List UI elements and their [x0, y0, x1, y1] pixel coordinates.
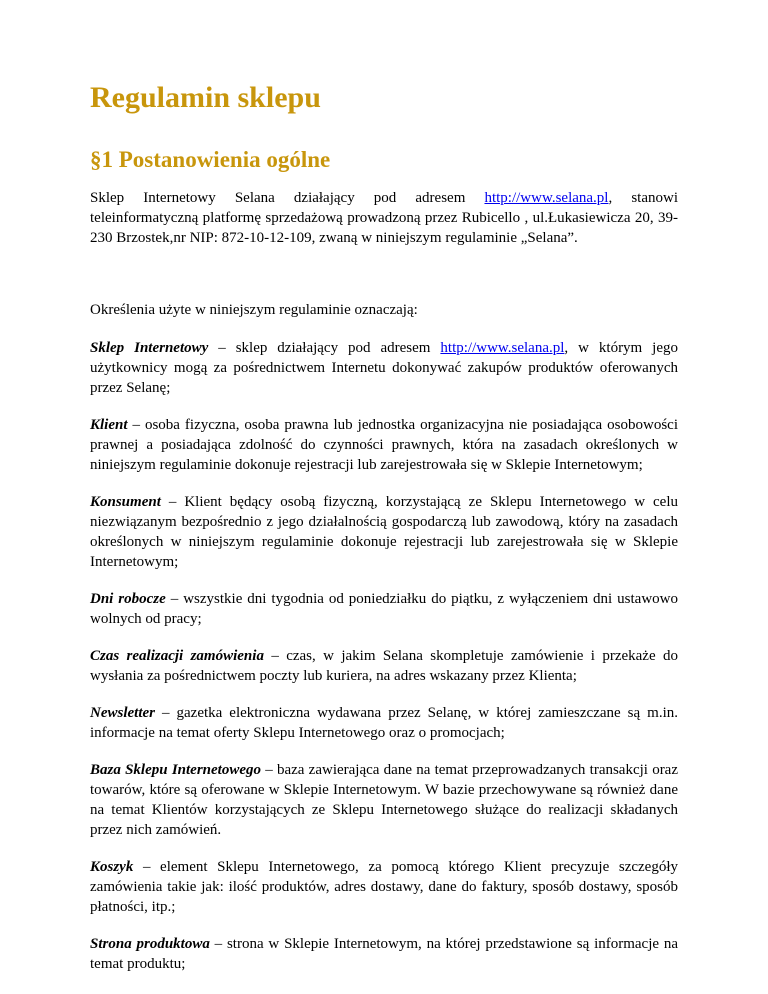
selana-link[interactable]: http://www.selana.pl — [484, 190, 609, 206]
definition-text: – osoba fizyczna, osoba prawna lub jednostka organizacyjna nie posiadająca osobowości prawnej a posiadająca zdolność do czynności prawnych, która na zasadach określonych w niniejszym regulaminie dokonuje rejestracji lub zarejestrowała się w Sklepie Internetowym; — [90, 417, 678, 473]
definition-baza-sklepu — [90, 760, 678, 840]
definition-newsletter — [90, 703, 678, 743]
document-title: Regulamin sklepu — [90, 81, 321, 114]
definition-term: Klient — [90, 417, 128, 433]
definition-text-after-link: , w którym jego użytkownicy mogą za pośrednictwem Internetu dokonywać zakupów produktów oferowanych przez Selanę; — [90, 340, 678, 396]
definition-term: Baza Sklepu Internetowego — [90, 762, 261, 778]
definition-text: – Klient będący osobą fizyczną, korzystającą ze Sklepu Internetowego w celu niezwiązanym bezpośrednio z jego działalnością gospodarczą lub zawodową, który na zasadach określonych w niniejszym regulaminie dokonuje rejestracji lub zarejestrowała się w Sklepie Internetowym; — [90, 494, 678, 570]
definition-term: Strona produktowa — [90, 936, 210, 952]
intro-text-after-link: , stanowi teleinformatyczną platformę sprzedażową prowadzoną przez Rubicello , ul.Łukasiewicza 20, 39-230 Brzostek,nr NIP: 872-10-12-109, zwaną w niniejszym regulaminie „Selana”. — [90, 190, 678, 246]
intro-text-before-link: Sklep Internetowy Selana działający pod adresem — [90, 190, 485, 206]
definition-text: – wszystkie dni tygodnia od poniedziałku do piątku, z wyłączeniem dni ustawowo wolnych od pracy; — [90, 591, 679, 627]
definition-text-before-link: – sklep działający pod adresem — [208, 340, 441, 356]
selana-link[interactable]: http://www.selana.pl — [440, 340, 565, 356]
definition-term: Koszyk — [90, 859, 134, 875]
definitions-lead: Określenia użyte w niniejszym regulaminie oznaczają: — [90, 302, 418, 318]
definition-dni-robocze — [90, 589, 678, 629]
definition-text: – gazetka elektroniczna wydawana przez Selanę, w której zamieszczane są m.in. informacje na temat oferty Sklepu Internetowego oraz o promocjach; — [90, 705, 678, 741]
definition-term: Sklep Internetowy — [90, 340, 209, 356]
definition-text: – strona w Sklepie Internetowym, na której przedstawione są informacje na temat produktu; — [90, 936, 678, 972]
definition-term: Czas realizacji zamówienia — [90, 648, 264, 664]
definition-term: Dni robocze — [90, 591, 166, 607]
definition-koszyk — [90, 857, 678, 917]
definition-text: – element Sklepu Internetowego, za pomocą którego Klient precyzuje szczegóły zamówienia takie jak: ilość produktów, adres dostawy, dane do faktury, sposób dostawy, sposób płatności, itp.; — [90, 859, 678, 915]
definition-term: Konsument — [90, 494, 161, 510]
definition-klient — [90, 415, 678, 475]
section-title: §1 Postanowienia ogólne — [90, 147, 331, 172]
definition-sklep-internetowy — [90, 338, 678, 398]
definition-text: – baza zawierająca dane na temat przeprowadzanych transakcji oraz towarów, które są oferowane w Sklepie Internetowym. W bazie przechowywane są również dane na temat Klientów korzystających ze Sklepu Internetowego służące do realizacji składanych przez nich zamówień. — [90, 762, 679, 838]
definition-strona-produktowa — [90, 934, 678, 974]
definition-konsument — [90, 492, 678, 572]
definition-text: – czas, w jakim Selana skompletuje zamówienie i przekaże do wysłania za pośrednictwem poczty lub kuriera, na adres wskazany przez Klienta; — [90, 648, 679, 684]
definition-czas-realizacji — [90, 646, 678, 686]
definition-term: Newsletter — [90, 705, 155, 721]
intro-paragraph — [90, 188, 678, 248]
